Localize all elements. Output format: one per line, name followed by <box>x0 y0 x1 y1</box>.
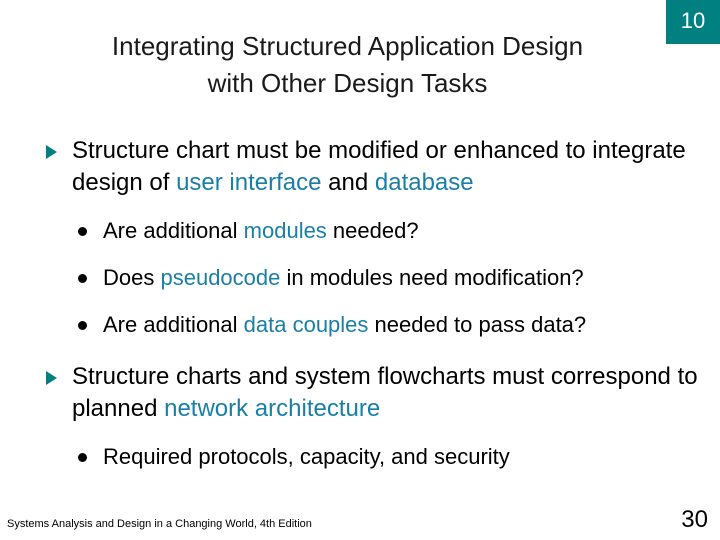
title-line-2: with Other Design Tasks <box>207 68 488 98</box>
slide-body <box>40 135 710 472</box>
dot-bullet-icon <box>78 274 87 283</box>
bullet-1 <box>40 135 710 199</box>
triangle-bullet-icon <box>46 145 57 159</box>
bullet-1-text: Structure chart must be modified or enhanced to integrate design of user interface and database <box>72 137 686 196</box>
dot-bullet-icon <box>78 227 87 236</box>
highlight-term: user interface <box>176 169 322 196</box>
dot-bullet-icon <box>78 321 87 330</box>
subitem-1-1: Are additional modules needed? <box>40 216 710 246</box>
highlight-term: database <box>374 169 474 196</box>
corner-number: 10 <box>680 8 706 33</box>
dot-bullet-icon <box>78 453 87 462</box>
subitem-1-3: Are additional data couples needed to pass data? <box>40 310 710 340</box>
triangle-bullet-icon <box>46 371 57 385</box>
subitem-2-1: Required protocols, capacity, and security <box>40 442 710 472</box>
bullet-2 <box>40 361 710 425</box>
highlight-term: network architecture <box>164 395 381 422</box>
title-line-1: Integrating Structured Application Design <box>111 31 584 61</box>
slide-title <box>40 28 655 102</box>
corner-number-badge <box>666 0 720 42</box>
accent-rule <box>666 42 720 44</box>
subitem-1-2: Does pseudocode in modules need modification? <box>40 263 710 293</box>
bullet-2-text: Structure charts and system flowcharts must correspond to planned network architecture <box>72 363 698 422</box>
footer-text: Systems Analysis and Design in a Changing World, 4th Edition <box>7 518 312 530</box>
highlight-term: pseudocode <box>160 265 281 290</box>
page-number: 30 <box>681 506 708 533</box>
highlight-term: modules <box>243 218 327 243</box>
highlight-term: data couples <box>243 312 369 337</box>
